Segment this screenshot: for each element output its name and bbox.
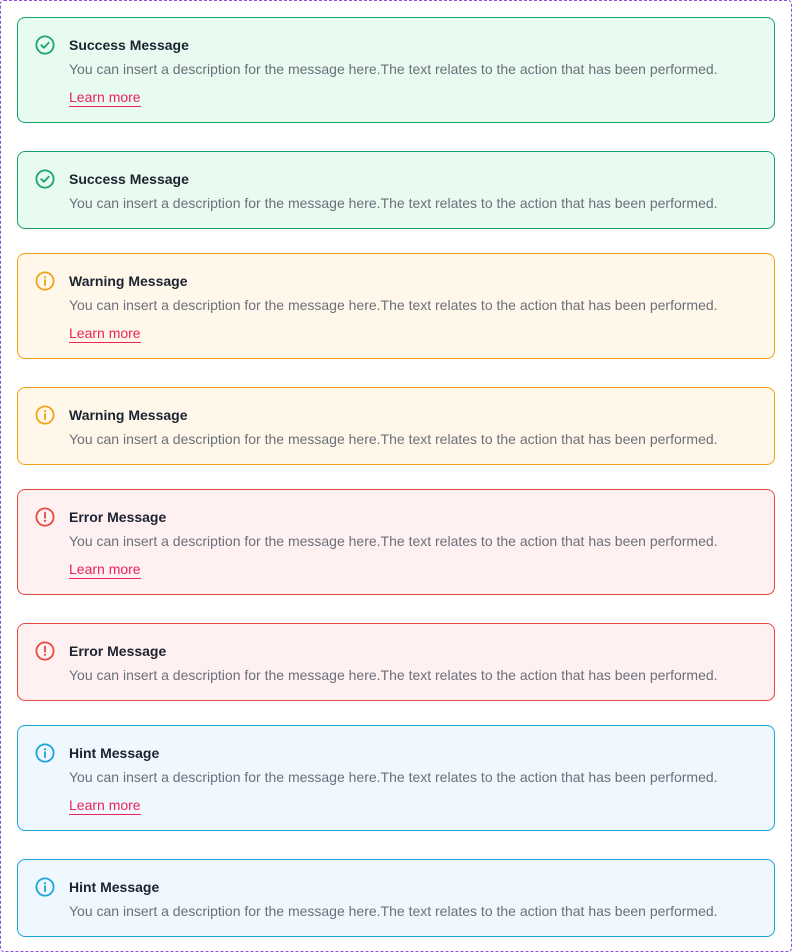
hint-alert: [17, 859, 775, 937]
alert-description: You can insert a description for the message here.The text relates to the action that has been performed.: [69, 769, 718, 785]
alert-title: Success Message: [69, 171, 189, 187]
error-alert: [17, 623, 775, 701]
alert-description: You can insert a description for the message here.The text relates to the action that has been performed.: [69, 195, 718, 211]
learn-more-link[interactable]: Learn more: [69, 325, 141, 341]
alert-description: You can insert a description for the message here.The text relates to the action that has been performed.: [69, 431, 718, 447]
alert-description: You can insert a description for the message here.The text relates to the action that has been performed.: [69, 533, 718, 549]
alert-title: Success Message: [69, 37, 189, 53]
alert-title: Warning Message: [69, 273, 188, 289]
check-circle-icon: [35, 169, 55, 189]
alert-description: You can insert a description for the message here.The text relates to the action that has been performed.: [69, 61, 718, 77]
alert-title: Error Message: [69, 643, 167, 659]
warning-alert: [17, 387, 775, 465]
alert-description: You can insert a description for the message here.The text relates to the action that has been performed.: [69, 667, 718, 683]
info-circle-icon: [35, 743, 55, 763]
alert-title: Hint Message: [69, 879, 160, 895]
success-alert: [17, 17, 775, 123]
error-alert: [17, 489, 775, 595]
learn-more-link[interactable]: Learn more: [69, 89, 141, 105]
info-circle-icon: [35, 877, 55, 897]
info-circle-icon: [35, 271, 55, 291]
info-circle-icon: [35, 405, 55, 425]
exclamation-circle-icon: [35, 507, 55, 527]
learn-more-link[interactable]: Learn more: [69, 797, 141, 813]
alert-title: Hint Message: [69, 745, 160, 761]
success-alert: [17, 151, 775, 229]
exclamation-circle-icon: [35, 641, 55, 661]
learn-more-link[interactable]: Learn more: [69, 561, 141, 577]
alert-title: Error Message: [69, 509, 167, 525]
alert-title: Warning Message: [69, 407, 188, 423]
hint-alert: [17, 725, 775, 831]
check-circle-icon: [35, 35, 55, 55]
alert-description: You can insert a description for the message here.The text relates to the action that has been performed.: [69, 297, 718, 313]
alert-description: You can insert a description for the message here.The text relates to the action that has been performed.: [69, 903, 718, 919]
warning-alert: [17, 253, 775, 359]
